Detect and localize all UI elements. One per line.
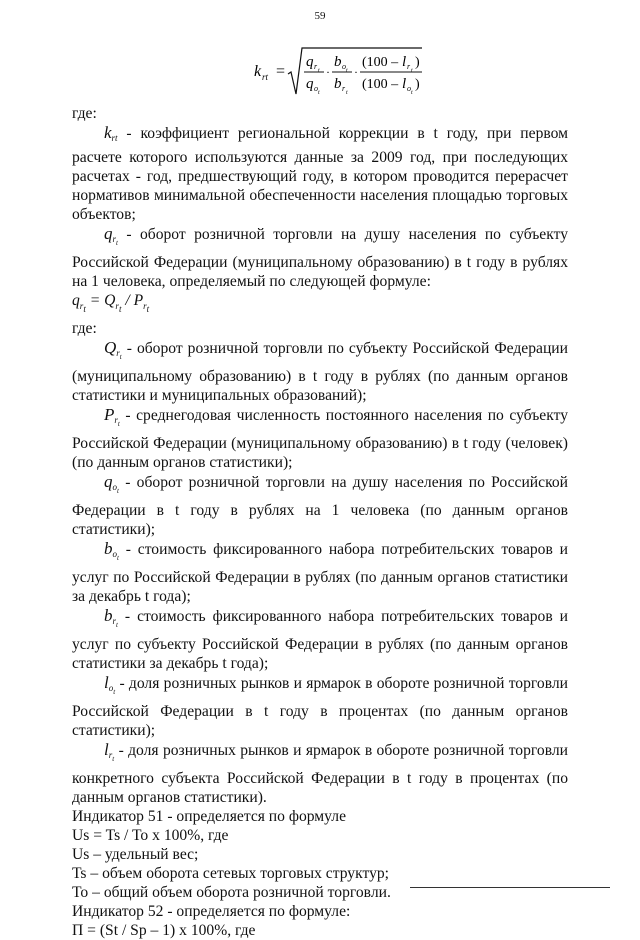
l-ot: l: [402, 76, 407, 92]
b-rt: b: [334, 76, 342, 92]
definition-Q: $Q_{r_t}$ - оборот розничной торговли по субъекту Российской Федерации (муниципальному образованию) в t году в рублях (по данным органов статистики и муниципальных образований);: [72, 337, 568, 404]
coefficient-formula: [254, 46, 434, 103]
q-ot-t: t: [318, 90, 320, 96]
symbol-qo: $q_{o_t}$: [104, 471, 119, 495]
where-label-1: где:: [72, 105, 97, 122]
b-rt-sub: r: [342, 84, 346, 93]
definition-lr: $l_{r_t}$ - доля розничных рынков и ярмарок в обороте розничной торговли конкретного субъекта Российской Федерации в t году в процентах (по данным органов статистики).: [72, 739, 568, 806]
definition-q: $q_{r_t}$ - оборот розничной торговли на душу населения по субъекту Российской Федерации (муниципальному образованию) в t году в рублях на 1 человека, определяемый по следующей формуле:: [72, 224, 568, 290]
definition-P: $P_{r_t}$ - среднегодовая численность постоянного населения по субъекту Российской Федерации (муниципальному образованию) в t году (человек) (по данным органов статистики);: [72, 404, 568, 471]
page-number: 59: [314, 10, 326, 22]
indicator-51-formula: Us = Ts / To x 100%, где: [72, 826, 229, 844]
l-rt-t: t: [411, 68, 413, 74]
dot-2: ·: [354, 65, 358, 79]
formula-lhs-sub: rt: [262, 72, 269, 82]
b-ot-sub: o: [342, 62, 346, 71]
frac3-num-open: (100 –: [362, 55, 399, 70]
q-rt: q: [306, 54, 314, 70]
symbol-lr: $l_{r_t}$: [104, 739, 115, 763]
symbol-bo: $b_{o_t}$: [104, 538, 119, 562]
l-rt: l: [402, 54, 407, 70]
l-ot-sub: o: [407, 84, 411, 93]
symbol-q: $q_{r_t}$: [104, 224, 118, 247]
b-rt-t: t: [346, 90, 348, 96]
symbol-lo: $l_{o_t}$: [104, 672, 116, 696]
frac3-den-open: (100 –: [362, 77, 399, 92]
l-ot-t: t: [411, 90, 413, 96]
symbol-Q: $Q_{r_t}$: [104, 337, 122, 361]
symbol-br: $b_{r_t}$: [104, 605, 118, 629]
frac3-den-close: ): [415, 77, 420, 92]
frac3-num-close: ): [415, 55, 420, 70]
q-ot: q: [306, 76, 314, 92]
q-rt-t: t: [318, 68, 320, 74]
definition-to: To – общий объем оборота розничной торговли.: [72, 883, 391, 901]
definition-us: Us – удельный вес;: [72, 845, 199, 863]
dot-1: ·: [326, 65, 330, 79]
definition-qo: $q_{o_t}$ - оборот розничной торговли на душу населения по Российской Федерации в t году в рублях на 1 человека (по данным органов статистики);: [72, 471, 568, 538]
indicator-52-formula: П = (St / Sp – 1) x 100%, где: [72, 921, 256, 939]
l-rt-sub: r: [407, 62, 411, 71]
formula-eq: =: [276, 63, 286, 80]
b-ot: b: [334, 54, 342, 70]
indicator-52-intro: Индикатор 52 - определяется по формуле:: [72, 902, 351, 920]
formula-lhs: k: [254, 63, 262, 80]
document-body: [72, 104, 568, 940]
q-ot-sub: o: [314, 84, 318, 93]
formula-q: $q_{r_t} = Q_{r_t} / P_{r_t}$: [72, 292, 150, 314]
symbol-P: $P_{r_t}$: [104, 404, 120, 428]
footer-rule: [410, 887, 610, 888]
coefficient-formula-svg: [254, 46, 434, 98]
definition-lo: $l_{o_t}$ - доля розничных рынков и ярмарок в обороте розничной торговли Российской Федерации в t году в процентах (по данным органов статистики);: [72, 672, 568, 739]
definition-ts: Ts – объем оборота сетевых торговых структур;: [72, 864, 389, 882]
b-ot-t: t: [346, 68, 348, 74]
definition-k: $k_{rt}$ - коэффициент региональной коррекции в t году, при первом расчете которого используются данные за 2009 год, при последующих расчетах - год, предшествующий году, в котором проводится перерасчет нормативов минимальной обеспеченности населения площадью торговых объектов;: [72, 123, 568, 223]
definition-br: $b_{r_t}$ - стоимость фиксированного набора потребительских товаров и услуг по субъекту Российской Федерации в рублях (по данным органов статистики за декабрь t года);: [72, 605, 568, 672]
where-label-2: где:: [72, 319, 97, 337]
q-rt-sub: r: [314, 62, 318, 71]
definition-bo: $b_{o_t}$ - стоимость фиксированного набора потребительских товаров и услуг по Российской Федерации в рублях (по данным органов статистики за декабрь t года);: [72, 538, 568, 605]
symbol-k: $k_{rt}$: [104, 123, 118, 143]
indicator-51-intro: Индикатор 51 - определяется по формуле: [72, 807, 346, 825]
